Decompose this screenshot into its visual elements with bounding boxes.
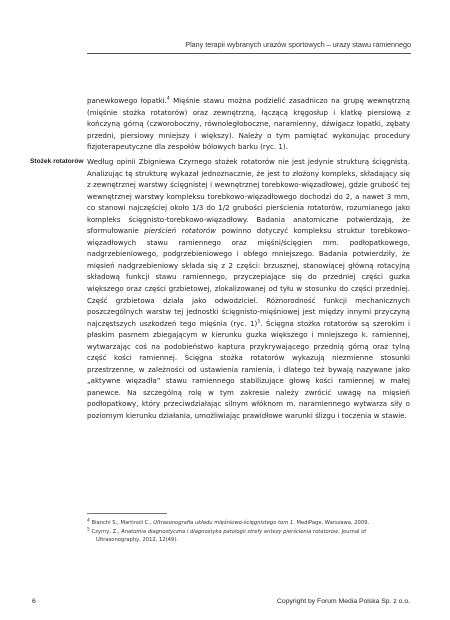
footnote-number: 4 [87, 518, 90, 524]
footnote-ref-5: 5 [257, 319, 261, 325]
footnotes [87, 519, 410, 546]
page-number: 6 [32, 598, 36, 605]
footnote-text: . Journal of Ultrasonography, 2012, 12(49). [96, 529, 367, 544]
footnote-text: Bianchi S., Martinoli C., [91, 520, 154, 526]
footnote-item [87, 519, 410, 527]
footnote-text: Czyrny, Z., [91, 529, 122, 536]
body-paragraph-2 [87, 156, 410, 422]
footnote-number: 5 [87, 527, 90, 533]
body-paragraph-1 [87, 95, 410, 153]
para2-text-a: Według opinii Zbigniewa Czyrnego stożek rotatorów nie jest jedynie strukturą ścięgnistą. Analizując tę strukturę wykazał jednoznacznie, że jest to złożony kompleks, składający się z zewnętrznej warstwy ścięgnistej i wewnętrznej torebkowo-więzadłowej, gdzie grubość tej wewnętrznej warstwy kompleksu torebkowo-więzadłowego dochodzi do 2, a nawet 3 mm, co stanowi najczęściej około 1/3 do 1/2 grubości pierścienia rotatorów, rozumianego jako kompleks ścięgnisto-torebkowo-więzadłowy. Badania anatomiczne potwierdzają, że sformułowanie [87, 157, 410, 236]
footnote-title: Ultrasonografia układu mięśniowo-ścięgnistego tom 1 [153, 520, 294, 526]
para2-italic-term: pierścień rotatorów [144, 226, 217, 236]
footnote-rule [87, 513, 167, 514]
para2-text-b: powinno dotyczyć kompleksu struktur torebkowo-więzadłowych stawu ramiennego oraz mięśni/ścięgien mm. podłopatkowego, nadgrzebieniowego, podgrzebieniowego i obłego mniejszego. Badania potwierdziły, że mięsień nadgrzebieniowy składa się z 2 części: brzusznej, stanowiącej główną rotacyjną składową funkcji stawu ramiennego, przyczepiające się do przedniej części guzka większego oraz części grzbietowej, zlokalizowanej od tyłu w stosunku do części przedniej. Część grzbietowa działa jako odwodziciel. Różnorodność funkcji mechanicznych poszczególnych warstw tej jednostki ścięgnisto-mięśniowej jest między innymi przyczyną najczęstszych uszkodzeń tego mięśnia (ryc. 1) [87, 226, 411, 328]
footnote-text: . MediPage, Warszawa, 2009. [293, 520, 370, 526]
para1-text: panewkowego łopatki.$^4$ Mięśnie stawu można podzielić zasadniczo na grupę wewnętrzną (mięśnie stożka rotatorów) oraz zewnętrzną, łączącą kręgosłup i klatkę piersiową z kończyną górną (czworoboczny, równoległoboczne, naramienny, dźwigacz łopatki, zębaty przedni, piersiowy mniejszy i większy). Należy o tym pamiętać wykonując procedury fizjoterapeutyczne dla zespołów bólowych barku (ryc. 1). [87, 96, 410, 152]
section-side-heading: Stożek rotatorów [30, 158, 84, 165]
header-rule [87, 53, 411, 54]
footnote-item [87, 528, 410, 544]
footnote-title: Anatomia diagnostyczna i diagnostyka patologii strefy entezy pierścienia rotatorów [121, 529, 339, 536]
footnote-ref-4: 4 [166, 96, 170, 102]
para2-text-c: . Ścięgna stożka rotatorów są szerokim i płaskim pasmem zbiegającym w kierunku guzka większego i mniejszego k. ramiennej, wytwarzając coś na podobieństwo kaptura przykrywającego przednią górną oraz tylną część kości ramiennej. Ścięgna stożka rotatorów wykazują niezmienne stosunki przestrzenne, w zależności od ustawienia ramienia, i dlatego też bywają nazywane jako „aktywne więzadła” stawu ramiennego stabilizujące głowę kości ramiennej w małej panewce. Na szczególną rolę w tym zakresie należy zwrócić uwagę na mięsień podłopatkowy, który przeciwdziałając silnym włóknom m. naramiennego wytwarza siły o poziomym kierunku działania, umożliwiając prawidłowe warunki ślizgu i toczenia w stawie. [87, 318, 410, 421]
running-header: Plany terapii wybranych urazów sportowych – urazy stawu ramiennego [185, 40, 411, 49]
copyright-line: Copyright by Forum Media Polska Sp. z o.o. [277, 598, 410, 605]
